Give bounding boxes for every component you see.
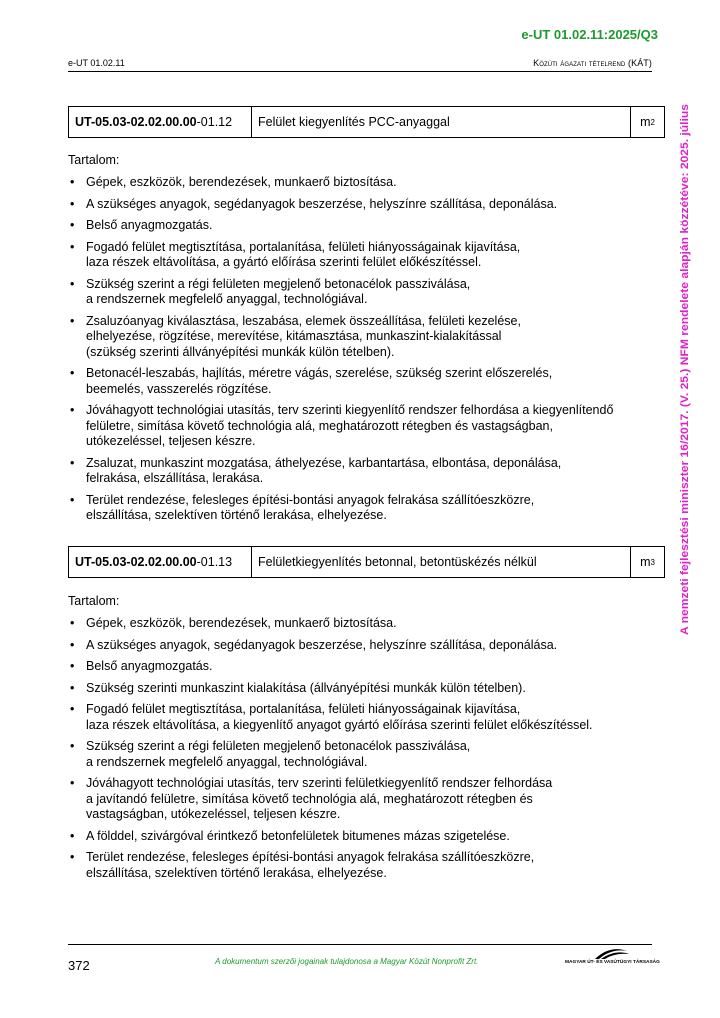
list-item (68, 277, 658, 308)
bullet-icon: • (70, 850, 75, 864)
item-unit: m 3 (640, 555, 655, 569)
bullet-icon: • (70, 616, 75, 630)
list-item (68, 638, 658, 654)
item-description: Felület kiegyenlítés PCC-anyaggal (252, 107, 631, 137)
list-item (68, 659, 658, 675)
list-item (68, 702, 658, 733)
list-item (68, 456, 658, 487)
bullet-icon: • (70, 637, 75, 652)
logo-swoosh-icon (565, 947, 655, 961)
list-item-text: Gépek, eszközök, berendezések, munkaerő biztosítása. (86, 175, 397, 189)
bullet-icon: • (70, 366, 75, 380)
bullet-icon: • (70, 218, 75, 232)
header-left: e-UT 01.02.11 (68, 58, 125, 68)
list-item-text: Betonacél-leszabás, hajlítás, méretre vágás, szerelése, szükség szerint előszerelés, beemelés, vasszerelés rögzítése. (86, 366, 553, 396)
list-item (68, 739, 658, 770)
bullet-icon: • (70, 702, 75, 716)
list-item-text: Belső anyagmozgatás. (86, 659, 213, 673)
list-item (68, 829, 658, 845)
item-header-01-13 (68, 546, 665, 578)
content-list-01-12 (68, 175, 658, 530)
list-item-text: Szükség szerinti munkaszint kialakítása (állványépítési munkák külön tételben). (86, 680, 526, 695)
list-item-text: Szükség szerint a régi felületen megjelenő betonacélok passziválása, a rendszernek megfelelő anyaggal, technológiával. (86, 276, 471, 306)
bullet-icon: • (70, 659, 75, 673)
item-unit: m 2 (640, 115, 655, 129)
item-header-01-12 (68, 106, 665, 138)
list-item-text: Terület rendezése, felesleges építési-bontási anyagok felrakása szállítóeszközre, elszállítása, szelektíven történő lerakása, elhelyezése. (86, 850, 535, 880)
list-item (68, 616, 658, 632)
list-item-text: Zsaluzat, munkaszint mozgatása, áthelyezése, karbantartása, elbontása, deponálása, felrakása, elszállítása, lerakása. (86, 455, 562, 485)
list-item (68, 314, 658, 361)
list-item (68, 366, 658, 397)
list-item-text: Jóváhagyott technológiai utasítás, terv szerinti kiegyenlítő rendszer felhordása a kiegyenlítendő felületre, simítása követő technológia alá, meghatározott rétegben és vastagságban, utókezeléssel, teljesen készre. (86, 403, 614, 448)
list-item (68, 850, 658, 881)
list-item (68, 197, 658, 213)
bullet-icon: • (70, 175, 75, 189)
document-code: e-UT 01.02.11:2025/Q3 (521, 27, 658, 42)
side-note-text: A nemzeti fejlesztési miniszter 16/2017. (V. 25.) NFM rendelete alapján közzétéve: 2025. július (679, 138, 691, 635)
list-item-text: Belső anyagmozgatás. (86, 218, 213, 232)
list-item-text: Szükség szerint a régi felületen megjelenő betonacélok passziválása, a rendszernek megfelelő anyaggal, technológiával. (86, 739, 471, 769)
item-code: UT-05.03-02.02.00.00 -01.13 (69, 547, 252, 577)
content-label: Tartalom: (68, 153, 120, 167)
bullet-icon: • (70, 196, 75, 211)
list-item-text: Jóváhagyott technológiai utasítás, terv szerinti felületkiegyenlítő rendszer felhordása a javítandó felületre, simítása követő technológia alá, meghatározott rétegben és vastagságban, utókezeléssel, teljesen készre. (86, 776, 553, 821)
item-code: UT-05.03-02.02.00.00 -01.12 (69, 107, 252, 137)
company-logo (565, 947, 660, 969)
header-right: Közúti ágazati tételrend (KÁT) (533, 58, 652, 68)
running-header (68, 57, 652, 72)
list-item-text: Fogadó felület megtisztítása, portalanítása, felületi hiányosságainak kijavítása, laza részek eltávolítása, a gyártó előírása szerinti felület előkészítéssel. (86, 239, 521, 269)
list-item-text: A szükséges anyagok, segédanyagok beszerzése, helyszínre szállítása, deponálása. (86, 196, 558, 211)
copyright-notice: A dokumentum szerzői jogainak tulajdonosa a Magyar Közút Nonprofit Zrt. (215, 957, 479, 966)
side-publication-note (677, 104, 693, 635)
bullet-icon: • (70, 492, 75, 507)
bullet-icon: • (70, 276, 75, 291)
content-list-01-13 (68, 616, 658, 887)
list-item (68, 776, 658, 823)
list-item (68, 403, 658, 450)
bullet-icon: • (70, 313, 75, 328)
footer-divider (68, 944, 652, 945)
bullet-icon: • (70, 739, 75, 753)
bullet-icon: • (70, 455, 75, 470)
list-item-text: A szükséges anyagok, segédanyagok beszerzése, helyszínre szállítása, deponálása. (86, 637, 558, 652)
list-item-text: Terület rendezése, felesleges építési-bontási anyagok felrakása szállítóeszközre, elszállítása, szelektíven történő lerakása, elhelyezése. (86, 492, 535, 522)
item-description: Felületkiegyenlítés betonnal, betontüskézés nélkül (252, 547, 631, 577)
list-item (68, 681, 658, 697)
content-label: Tartalom: (68, 594, 120, 608)
list-item (68, 240, 658, 271)
bullet-icon: • (70, 239, 75, 254)
list-item (68, 218, 658, 234)
logo-text: MAGYAR ÚT- ÉS VASÚTÜGYI TÁRSASÁG (565, 960, 660, 965)
bullet-icon: • (70, 403, 75, 417)
page-number: 372 (68, 958, 90, 973)
list-item-text: A földdel, szivárgóval érintkező betonfelületek bitumenes mázas szigetelése. (86, 828, 510, 843)
list-item-text: Gépek, eszközök, berendezések, munkaerő biztosítása. (86, 616, 397, 630)
bullet-icon: • (70, 828, 75, 843)
list-item-text: Fogadó felület megtisztítása, portalanítása, felületi hiányosságainak kijavítása, laza részek eltávolítása, a kiegyenlítő anyagot gyártó előírása szerinti felület előkészítéssel. (86, 702, 593, 732)
bullet-icon: • (70, 776, 75, 790)
list-item-text: Zsaluzóanyag kiválasztása, leszabása, elemek összeállítása, felületi kezelése, elhelyezése, rögzítése, merevítése, kitámasztása, munkaszint-kialakítással (szükség szerinti állványépítési munkák külön tételben). (86, 313, 521, 359)
list-item (68, 175, 658, 191)
list-item (68, 493, 658, 524)
bullet-icon: • (70, 680, 75, 695)
